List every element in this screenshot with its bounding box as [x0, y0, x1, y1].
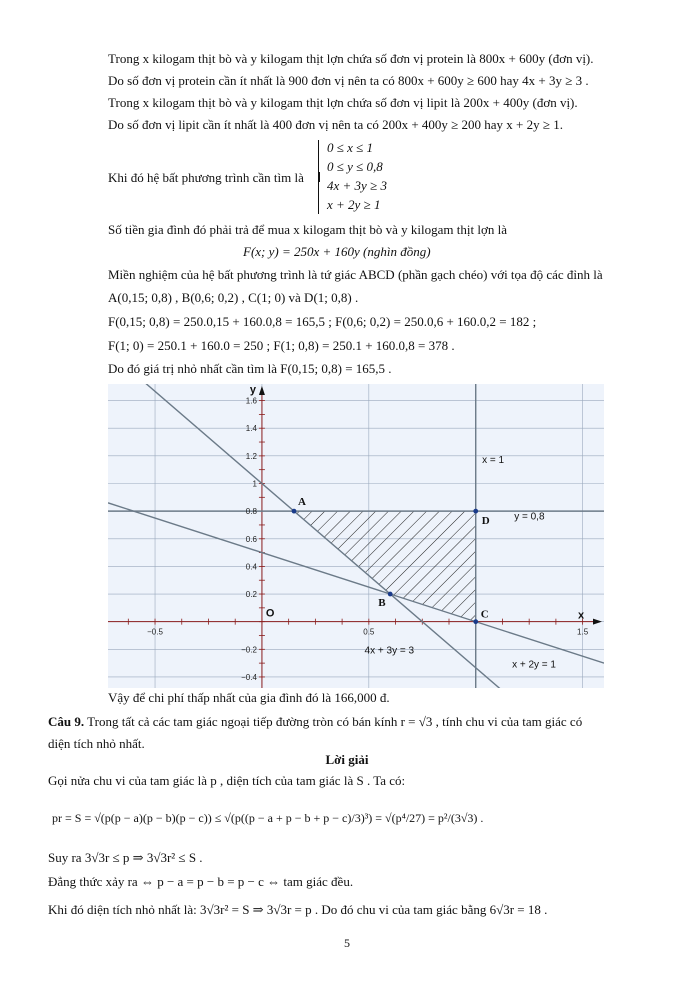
y-tick-label: 1 [252, 479, 257, 489]
x-tick-label: 0.5 [363, 627, 375, 637]
y-axis-label: y [249, 384, 257, 396]
system-row-2: 0 ≤ y ≤ 0,8 [327, 159, 383, 174]
question-9-text: Trong tất cả các tam giác ngoại tiếp đường tròn có bán kính r = √3 , tính chu vi của tam giác có [84, 714, 583, 729]
region-line-2: A(0,15; 0,8) , B(0,6; 0,2) , C(1; 0) và D(1; 0,8) . [108, 290, 359, 305]
x-axis-label: x [578, 609, 585, 622]
text-line-1: Trong x kilogam thịt bò và y kilogam thịt lợn chứa số đơn vị protein là 800x + 600y (đơn vị). [108, 51, 594, 66]
line-label: x = 1 [482, 454, 505, 466]
system-row-3: 4x + 3y ≥ 3 [327, 178, 387, 193]
vertex-point-A [292, 509, 297, 514]
system-intro: Khi đó hệ bất phương trình cần tìm là [108, 170, 304, 185]
conclusion-line: Vậy để chi phí thấp nhất của gia đình đó là 166,000 đ. [108, 690, 390, 705]
system-row-1: 0 ≤ x ≤ 1 [327, 140, 374, 155]
solution-title: Lời giải [325, 752, 369, 767]
cost-intro: Số tiền gia đình đó phải trả để mua x kilogam thịt bò và y kilogam thịt lợn là [108, 222, 507, 237]
text-line-4: Do số đơn vị lipit cần ít nhất là 400 đơn vị nên ta có 200x + 400y ≥ 200 hay x + 2y ≥ 1. [108, 117, 564, 132]
vertex-label-B: B [378, 597, 386, 610]
solution-formula: pr = S = √(p(p − a)(p − b)(p − c)) ≤ √(p((p − a + p − b + p − c)/3)³) = √(p⁴/27) = p²/(3√3) . [52, 811, 484, 825]
text-line-2: Do số đơn vị protein cần ít nhất là 900 đơn vị nên ta có 800x + 600y ≥ 600 hay 4x + 3y ≥ 3 . [108, 73, 589, 88]
region-line-1: Miền nghiệm của hệ bất phương trình là tứ giác ABCD (phần gạch chéo) với tọa độ các đỉnh là [108, 267, 603, 282]
y-tick-label: 0.8 [245, 507, 257, 517]
x-tick-label: −0.5 [147, 627, 163, 637]
line-label: y = 0,8 [514, 511, 545, 523]
solution-line-1: Gọi nửa chu vi của tam giác là p , diện tích của tam giác là S . Ta có: [48, 773, 406, 788]
origin-label: O [265, 607, 275, 620]
page-number: 5 [344, 936, 350, 950]
system-row-4: x + 2y ≥ 1 [327, 197, 381, 212]
cost-function: F(x; y) = 250x + 160y (nghìn đồng) [243, 244, 431, 259]
y-tick-label: −0.4 [241, 672, 257, 682]
y-tick-label: 1.6 [245, 396, 257, 406]
min-value-line: Do đó giá trị nhỏ nhất cần tìm là F(0,15; 0,8) = 165,5 . [108, 361, 392, 376]
feasible-region-chart [108, 384, 604, 688]
eval-line-1: F(0,15; 0,8) = 250.0,15 + 160.0,8 = 165,5 ; F(0,6; 0,2) = 250.0,6 + 160.0,2 = 182 ; [108, 314, 537, 329]
y-tick-label: 0.2 [245, 590, 257, 600]
eval-line-2: F(1; 0) = 250.1 + 160.0 = 250 ; F(1; 0,8) = 250.1 + 160.0,8 = 378 . [108, 338, 455, 353]
line-label: x + 2y = 1 [512, 659, 556, 671]
solution-line-4: Đẳng thức xảy ra ⇔ p − a = p − b = p − c ⇔ tam giác đều. [48, 874, 354, 889]
solution-line-5: Khi đó diện tích nhỏ nhất là: 3√3r² = S ⇒ 3√3r = p . Do đó chu vi của tam giác bằng 6√3r = 18 . [48, 902, 548, 917]
vertex-point-B [388, 592, 393, 597]
y-tick-label: 0.4 [245, 562, 257, 572]
vertex-label-A: A [298, 496, 306, 509]
x-tick-label: 1.5 [577, 627, 589, 637]
vertex-point-D [473, 509, 478, 514]
y-tick-label: 1.4 [245, 424, 257, 434]
y-tick-label: −0.2 [241, 645, 257, 655]
vertex-label-D: D [481, 515, 490, 528]
solution-line-3: Suy ra 3√3r ≤ p ⇒ 3√3r² ≤ S . [48, 850, 203, 865]
system-brace [313, 172, 320, 182]
question-9 [48, 714, 582, 730]
text-line-3: Trong x kilogam thịt bò và y kilogam thịt lợn chứa số đơn vị lipit là 200x + 400y (đơn vị). [108, 95, 578, 110]
y-tick-label: 0.6 [245, 534, 257, 544]
question-9-text-2: diện tích nhỏ nhất. [48, 736, 145, 751]
y-tick-label: 1.2 [245, 451, 257, 461]
question-9-label: Câu 9. [48, 714, 85, 729]
vertex-point-C [473, 619, 478, 624]
inequality-system [318, 140, 399, 214]
vertex-label-C: C [480, 608, 489, 621]
line-label: 4x + 3y = 3 [364, 645, 415, 657]
